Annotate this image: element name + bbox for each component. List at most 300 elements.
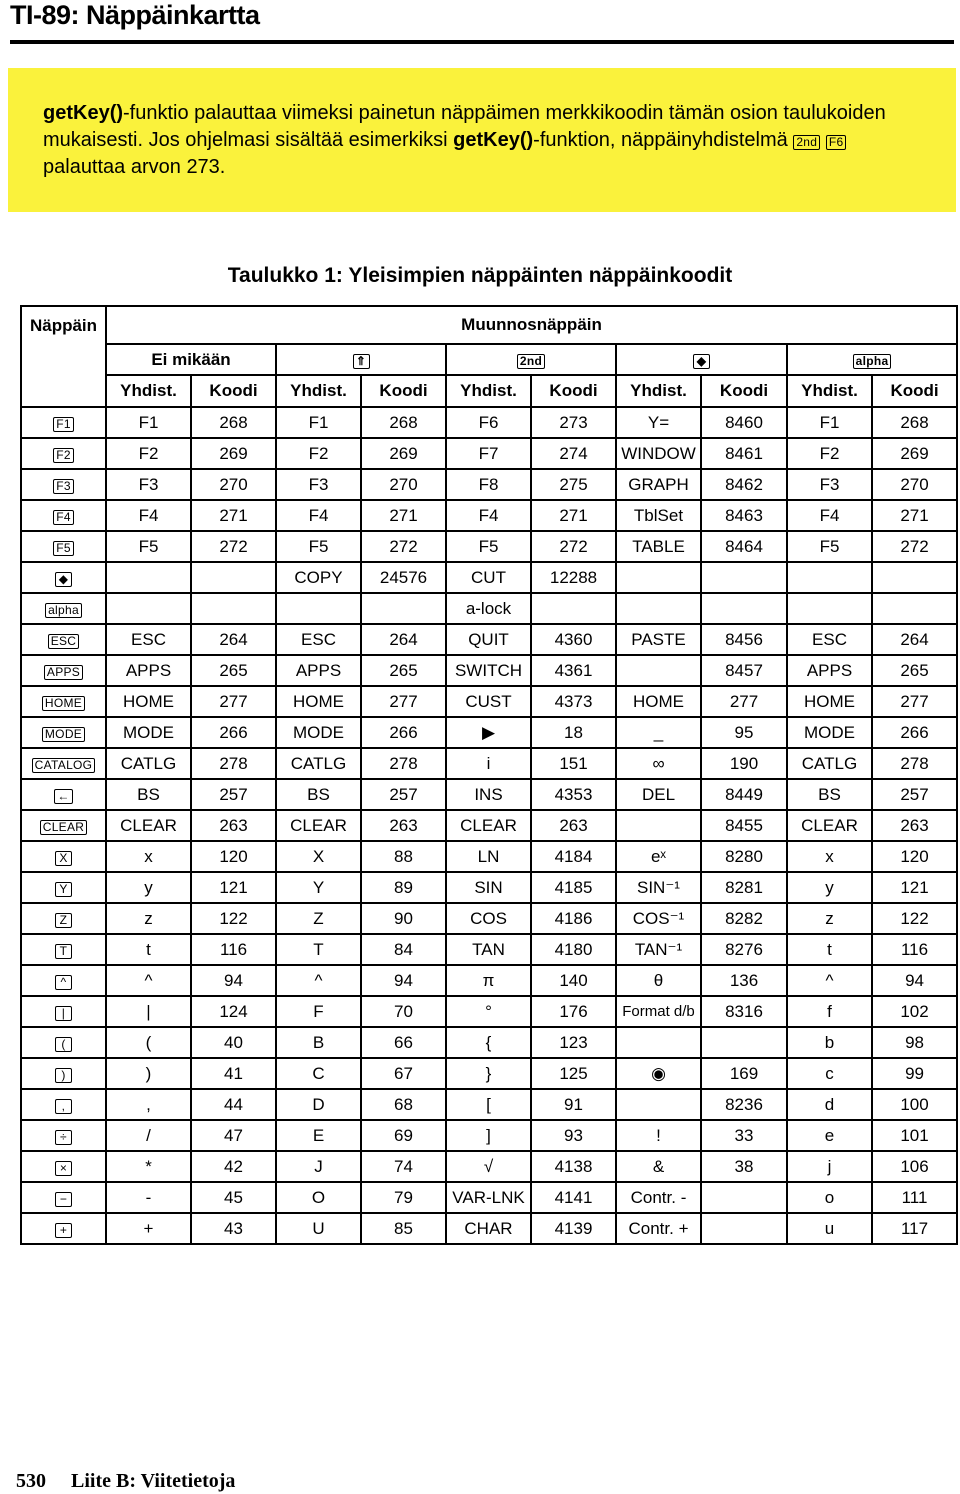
code-cell bbox=[701, 1027, 787, 1058]
combo-cell: J bbox=[276, 1151, 361, 1182]
table-row bbox=[21, 686, 957, 717]
combo-cell bbox=[787, 593, 872, 624]
code-cell: 8276 bbox=[701, 934, 787, 965]
key-icon: F5 bbox=[53, 541, 74, 556]
code-cell: 268 bbox=[361, 407, 446, 438]
combo-cell: SIN bbox=[446, 872, 531, 903]
code-cell: 12288 bbox=[531, 562, 616, 593]
code-cell: 4141 bbox=[531, 1182, 616, 1213]
combo-cell: - bbox=[106, 1182, 191, 1213]
combo-cell: F4 bbox=[106, 500, 191, 531]
code-cell: 265 bbox=[361, 655, 446, 686]
code-cell: 66 bbox=[361, 1027, 446, 1058]
code-cell: 8455 bbox=[701, 810, 787, 841]
code-cell: 100 bbox=[872, 1089, 957, 1120]
code-cell: 94 bbox=[191, 965, 276, 996]
combo-cell: * bbox=[106, 1151, 191, 1182]
table-row bbox=[21, 655, 957, 686]
combo-cell: APPS bbox=[276, 655, 361, 686]
combo-cell: F2 bbox=[787, 438, 872, 469]
code-cell: 265 bbox=[191, 655, 276, 686]
header-combo: Yhdist. bbox=[106, 375, 191, 407]
combo-cell: F4 bbox=[787, 500, 872, 531]
code-cell bbox=[191, 593, 276, 624]
code-cell: 266 bbox=[191, 717, 276, 748]
key-icon: F2 bbox=[53, 448, 74, 463]
combo-cell: PASTE bbox=[616, 624, 701, 655]
combo-cell: √ bbox=[446, 1151, 531, 1182]
code-cell bbox=[872, 593, 957, 624]
code-cell: 94 bbox=[361, 965, 446, 996]
combo-cell: Contr. - bbox=[616, 1182, 701, 1213]
combo-cell: Y bbox=[276, 872, 361, 903]
combo-cell: Y= bbox=[616, 407, 701, 438]
code-cell: 4353 bbox=[531, 779, 616, 810]
key-icon: F3 bbox=[53, 479, 74, 494]
combo-cell: F5 bbox=[446, 531, 531, 562]
code-cell: 264 bbox=[361, 624, 446, 655]
combo-cell: u bbox=[787, 1213, 872, 1244]
combo-cell: CUST bbox=[446, 686, 531, 717]
combo-cell: F3 bbox=[106, 469, 191, 500]
code-cell: 38 bbox=[701, 1151, 787, 1182]
combo-cell: U bbox=[276, 1213, 361, 1244]
code-cell: 111 bbox=[872, 1182, 957, 1213]
combo-cell: ° bbox=[446, 996, 531, 1027]
modifier-keycap: ⇑ bbox=[353, 354, 370, 369]
combo-cell: ESC bbox=[276, 624, 361, 655]
table-row bbox=[21, 872, 957, 903]
combo-cell: F2 bbox=[106, 438, 191, 469]
code-cell bbox=[701, 1182, 787, 1213]
code-cell: 106 bbox=[872, 1151, 957, 1182]
table-row bbox=[21, 1151, 957, 1182]
combo-cell: CATLG bbox=[276, 748, 361, 779]
code-cell: 263 bbox=[872, 810, 957, 841]
combo-cell: e bbox=[787, 1120, 872, 1151]
code-cell: 4361 bbox=[531, 655, 616, 686]
table-row bbox=[21, 562, 957, 593]
combo-cell: ESC bbox=[787, 624, 872, 655]
combo-cell bbox=[787, 562, 872, 593]
code-cell: 42 bbox=[191, 1151, 276, 1182]
code-cell: 151 bbox=[531, 748, 616, 779]
combo-cell: { bbox=[446, 1027, 531, 1058]
key-cell bbox=[21, 438, 106, 469]
code-cell: 277 bbox=[361, 686, 446, 717]
key-icon: CATALOG bbox=[32, 758, 96, 773]
code-cell: 93 bbox=[531, 1120, 616, 1151]
code-cell: 278 bbox=[872, 748, 957, 779]
code-cell: 4186 bbox=[531, 903, 616, 934]
note-text-part2: -funktion, näppäinyhdistelmä bbox=[533, 129, 788, 151]
combo-cell: [ bbox=[446, 1089, 531, 1120]
table-row bbox=[21, 531, 957, 562]
combo-cell: ( bbox=[106, 1027, 191, 1058]
combo-cell: + bbox=[106, 1213, 191, 1244]
combo-cell bbox=[616, 810, 701, 841]
code-cell: 98 bbox=[872, 1027, 957, 1058]
key-cell bbox=[21, 996, 106, 1027]
code-cell: 271 bbox=[361, 500, 446, 531]
note-text-part3: palauttaa arvon 273. bbox=[43, 156, 226, 178]
combo-cell: F2 bbox=[276, 438, 361, 469]
table-row bbox=[21, 717, 957, 748]
code-cell: 117 bbox=[872, 1213, 957, 1244]
code-cell: 8462 bbox=[701, 469, 787, 500]
key-icon: F4 bbox=[53, 510, 74, 525]
combo-cell: ◉ bbox=[616, 1058, 701, 1089]
combo-cell: | bbox=[106, 996, 191, 1027]
combo-cell: HOME bbox=[106, 686, 191, 717]
code-cell: 4185 bbox=[531, 872, 616, 903]
code-cell: 272 bbox=[191, 531, 276, 562]
table-row bbox=[21, 934, 957, 965]
code-cell: 277 bbox=[701, 686, 787, 717]
code-cell: 99 bbox=[872, 1058, 957, 1089]
keycap-f6: F6 bbox=[826, 135, 847, 150]
header-code: Koodi bbox=[191, 375, 276, 407]
combo-cell: CUT bbox=[446, 562, 531, 593]
combo-cell: Contr. + bbox=[616, 1213, 701, 1244]
combo-cell: ] bbox=[446, 1120, 531, 1151]
code-cell: 266 bbox=[361, 717, 446, 748]
combo-cell: INS bbox=[446, 779, 531, 810]
code-cell: 43 bbox=[191, 1213, 276, 1244]
code-cell: 91 bbox=[531, 1089, 616, 1120]
combo-cell: ^ bbox=[106, 965, 191, 996]
code-cell: 268 bbox=[872, 407, 957, 438]
key-cell bbox=[21, 1213, 106, 1244]
code-cell: 120 bbox=[872, 841, 957, 872]
key-icon: MODE bbox=[42, 727, 85, 742]
header-row-3 bbox=[21, 375, 957, 407]
code-cell: 272 bbox=[361, 531, 446, 562]
combo-cell: F3 bbox=[787, 469, 872, 500]
header-code: Koodi bbox=[701, 375, 787, 407]
combo-cell: SIN⁻¹ bbox=[616, 872, 701, 903]
combo-cell: a-lock bbox=[446, 593, 531, 624]
combo-cell: CHAR bbox=[446, 1213, 531, 1244]
code-cell: 122 bbox=[191, 903, 276, 934]
table-row bbox=[21, 810, 957, 841]
code-cell: 24576 bbox=[361, 562, 446, 593]
key-cell bbox=[21, 934, 106, 965]
table-row bbox=[21, 438, 957, 469]
code-cell: 4360 bbox=[531, 624, 616, 655]
code-cell: 8449 bbox=[701, 779, 787, 810]
modifier-keycap: 2nd bbox=[517, 354, 545, 369]
key-cell bbox=[21, 469, 106, 500]
key-icon: × bbox=[55, 1161, 72, 1176]
key-cell bbox=[21, 1120, 106, 1151]
combo-cell: F bbox=[276, 996, 361, 1027]
key-icon: alpha bbox=[45, 603, 82, 618]
combo-cell bbox=[616, 1027, 701, 1058]
combo-cell bbox=[276, 593, 361, 624]
page-footer bbox=[16, 1470, 235, 1493]
key-icon: − bbox=[55, 1192, 72, 1207]
combo-cell: BS bbox=[787, 779, 872, 810]
code-cell: 4139 bbox=[531, 1213, 616, 1244]
key-icon: ) bbox=[55, 1068, 72, 1083]
combo-cell: , bbox=[106, 1089, 191, 1120]
code-cell: 263 bbox=[191, 810, 276, 841]
code-cell: 8464 bbox=[701, 531, 787, 562]
table-row bbox=[21, 624, 957, 655]
combo-cell: LN bbox=[446, 841, 531, 872]
header-modifier: Muunnosnäppäin bbox=[106, 306, 957, 344]
combo-cell: TAN⁻¹ bbox=[616, 934, 701, 965]
key-cell bbox=[21, 1058, 106, 1089]
code-cell: 79 bbox=[361, 1182, 446, 1213]
code-cell: 176 bbox=[531, 996, 616, 1027]
combo-cell bbox=[106, 593, 191, 624]
combo-cell bbox=[616, 593, 701, 624]
table-row bbox=[21, 500, 957, 531]
code-cell: 264 bbox=[191, 624, 276, 655]
page-title: TI-89: Näppäinkartta bbox=[10, 0, 260, 30]
combo-cell: DEL bbox=[616, 779, 701, 810]
code-cell: 94 bbox=[872, 965, 957, 996]
code-cell: 278 bbox=[191, 748, 276, 779]
header-combo: Yhdist. bbox=[276, 375, 361, 407]
combo-cell: ▶ bbox=[446, 717, 531, 748]
key-cell bbox=[21, 1027, 106, 1058]
code-cell: 121 bbox=[191, 872, 276, 903]
key-icon: , bbox=[55, 1099, 72, 1114]
key-cell bbox=[21, 872, 106, 903]
key-cell bbox=[21, 1089, 106, 1120]
table-caption: Taulukko 1: Yleisimpien näppäinten näppäinkoodit bbox=[227, 264, 733, 287]
key-cell bbox=[21, 500, 106, 531]
code-cell: 8457 bbox=[701, 655, 787, 686]
combo-cell: CLEAR bbox=[446, 810, 531, 841]
key-icon: ( bbox=[55, 1037, 72, 1052]
combo-cell: MODE bbox=[106, 717, 191, 748]
key-cell bbox=[21, 1182, 106, 1213]
key-icon: X bbox=[55, 851, 72, 866]
keycap-2nd: 2nd bbox=[793, 135, 820, 150]
key-icon: T bbox=[55, 944, 72, 959]
combo-cell bbox=[106, 562, 191, 593]
combo-cell bbox=[616, 1089, 701, 1120]
combo-cell: ^ bbox=[787, 965, 872, 996]
combo-cell: MODE bbox=[787, 717, 872, 748]
modifier-keycap: alpha bbox=[853, 354, 892, 369]
combo-cell: HOME bbox=[787, 686, 872, 717]
combo-cell: BS bbox=[106, 779, 191, 810]
header-key-blank bbox=[21, 344, 106, 375]
key-cell bbox=[21, 531, 106, 562]
key-cell bbox=[21, 1151, 106, 1182]
combo-cell: c bbox=[787, 1058, 872, 1089]
combo-cell: C bbox=[276, 1058, 361, 1089]
code-cell: 40 bbox=[191, 1027, 276, 1058]
code-cell: 8316 bbox=[701, 996, 787, 1027]
code-cell: 169 bbox=[701, 1058, 787, 1089]
code-cell: 273 bbox=[531, 407, 616, 438]
code-cell: 90 bbox=[361, 903, 446, 934]
combo-cell: F5 bbox=[787, 531, 872, 562]
code-cell: 47 bbox=[191, 1120, 276, 1151]
combo-cell: BS bbox=[276, 779, 361, 810]
combo-cell: HOME bbox=[616, 686, 701, 717]
table-row bbox=[21, 1182, 957, 1213]
code-cell: 116 bbox=[872, 934, 957, 965]
keycode-table bbox=[20, 305, 958, 1245]
code-cell: 123 bbox=[531, 1027, 616, 1058]
code-cell: 270 bbox=[191, 469, 276, 500]
code-cell: 270 bbox=[872, 469, 957, 500]
combo-cell: z bbox=[106, 903, 191, 934]
code-cell: 257 bbox=[361, 779, 446, 810]
combo-cell: VAR-LNK bbox=[446, 1182, 531, 1213]
note-function-name-2: getKey() bbox=[453, 129, 534, 151]
key-cell bbox=[21, 624, 106, 655]
code-cell bbox=[531, 593, 616, 624]
key-cell bbox=[21, 562, 106, 593]
code-cell: 263 bbox=[531, 810, 616, 841]
combo-cell: CLEAR bbox=[787, 810, 872, 841]
code-cell: 270 bbox=[361, 469, 446, 500]
header-modifier-1 bbox=[276, 344, 446, 375]
code-cell: 85 bbox=[361, 1213, 446, 1244]
combo-cell: o bbox=[787, 1182, 872, 1213]
code-cell: 102 bbox=[872, 996, 957, 1027]
code-cell: 272 bbox=[872, 531, 957, 562]
note-text bbox=[43, 100, 923, 181]
code-cell: 45 bbox=[191, 1182, 276, 1213]
combo-cell: TAN bbox=[446, 934, 531, 965]
code-cell: 70 bbox=[361, 996, 446, 1027]
combo-cell: SWITCH bbox=[446, 655, 531, 686]
table-row bbox=[21, 903, 957, 934]
combo-cell: TblSet bbox=[616, 500, 701, 531]
table-row bbox=[21, 1058, 957, 1089]
header-modifier-2 bbox=[446, 344, 616, 375]
combo-cell: F7 bbox=[446, 438, 531, 469]
code-cell: 278 bbox=[361, 748, 446, 779]
combo-cell: APPS bbox=[787, 655, 872, 686]
key-cell bbox=[21, 593, 106, 624]
combo-cell: COS⁻¹ bbox=[616, 903, 701, 934]
combo-cell: CATLG bbox=[787, 748, 872, 779]
code-cell: 120 bbox=[191, 841, 276, 872]
combo-cell: Z bbox=[276, 903, 361, 934]
combo-cell: D bbox=[276, 1089, 361, 1120]
combo-cell: F6 bbox=[446, 407, 531, 438]
key-icon: ◆ bbox=[55, 572, 72, 587]
code-cell: 121 bbox=[872, 872, 957, 903]
table-row bbox=[21, 996, 957, 1027]
code-cell bbox=[872, 562, 957, 593]
code-cell: 274 bbox=[531, 438, 616, 469]
code-cell: 68 bbox=[361, 1089, 446, 1120]
combo-cell: CLEAR bbox=[106, 810, 191, 841]
code-cell: 8461 bbox=[701, 438, 787, 469]
combo-cell: θ bbox=[616, 965, 701, 996]
code-cell bbox=[701, 1213, 787, 1244]
combo-cell: j bbox=[787, 1151, 872, 1182]
header-combo: Yhdist. bbox=[787, 375, 872, 407]
key-cell bbox=[21, 407, 106, 438]
header-modifier-0: Ei mikään bbox=[106, 344, 276, 375]
combo-cell: } bbox=[446, 1058, 531, 1089]
combo-cell: TABLE bbox=[616, 531, 701, 562]
code-cell: 8282 bbox=[701, 903, 787, 934]
key-cell bbox=[21, 779, 106, 810]
code-cell: 8281 bbox=[701, 872, 787, 903]
code-cell: 69 bbox=[361, 1120, 446, 1151]
code-cell: 41 bbox=[191, 1058, 276, 1089]
table-row bbox=[21, 748, 957, 779]
code-cell: 277 bbox=[872, 686, 957, 717]
combo-cell: F1 bbox=[106, 407, 191, 438]
key-icon: HOME bbox=[42, 696, 85, 711]
code-cell: 269 bbox=[361, 438, 446, 469]
header-combo: Yhdist. bbox=[616, 375, 701, 407]
table-row bbox=[21, 593, 957, 624]
code-cell: 4138 bbox=[531, 1151, 616, 1182]
page-number: 530 bbox=[16, 1470, 46, 1492]
key-icon: ÷ bbox=[55, 1130, 72, 1145]
combo-cell: F1 bbox=[276, 407, 361, 438]
combo-cell: x bbox=[106, 841, 191, 872]
header-key-blank bbox=[21, 375, 106, 407]
key-icon: ^ bbox=[55, 975, 72, 990]
code-cell: 88 bbox=[361, 841, 446, 872]
header-code: Koodi bbox=[531, 375, 616, 407]
code-cell: 8463 bbox=[701, 500, 787, 531]
note-function-name: getKey() bbox=[43, 102, 124, 124]
combo-cell: QUIT bbox=[446, 624, 531, 655]
code-cell: 268 bbox=[191, 407, 276, 438]
key-icon: CLEAR bbox=[40, 820, 88, 835]
combo-cell: F5 bbox=[276, 531, 361, 562]
combo-cell: ! bbox=[616, 1120, 701, 1151]
combo-cell: _ bbox=[616, 717, 701, 748]
combo-cell: HOME bbox=[276, 686, 361, 717]
key-cell bbox=[21, 686, 106, 717]
header-code: Koodi bbox=[872, 375, 957, 407]
combo-cell: x bbox=[787, 841, 872, 872]
combo-cell: F4 bbox=[276, 500, 361, 531]
key-icon: Z bbox=[55, 913, 72, 928]
code-cell: 8280 bbox=[701, 841, 787, 872]
table-row bbox=[21, 965, 957, 996]
key-cell bbox=[21, 717, 106, 748]
code-cell: 269 bbox=[872, 438, 957, 469]
code-cell: 266 bbox=[872, 717, 957, 748]
combo-cell: ^ bbox=[276, 965, 361, 996]
table-row bbox=[21, 779, 957, 810]
key-icon: ← bbox=[54, 789, 72, 804]
code-cell: 257 bbox=[872, 779, 957, 810]
key-cell bbox=[21, 655, 106, 686]
combo-cell: t bbox=[106, 934, 191, 965]
table-row bbox=[21, 1120, 957, 1151]
code-cell: 8456 bbox=[701, 624, 787, 655]
key-icon: ESC bbox=[48, 634, 80, 649]
combo-cell: B bbox=[276, 1027, 361, 1058]
header-modifier-3 bbox=[616, 344, 787, 375]
code-cell: 84 bbox=[361, 934, 446, 965]
combo-cell: F4 bbox=[446, 500, 531, 531]
code-cell: 263 bbox=[361, 810, 446, 841]
header-combo: Yhdist. bbox=[446, 375, 531, 407]
combo-cell: ∞ bbox=[616, 748, 701, 779]
